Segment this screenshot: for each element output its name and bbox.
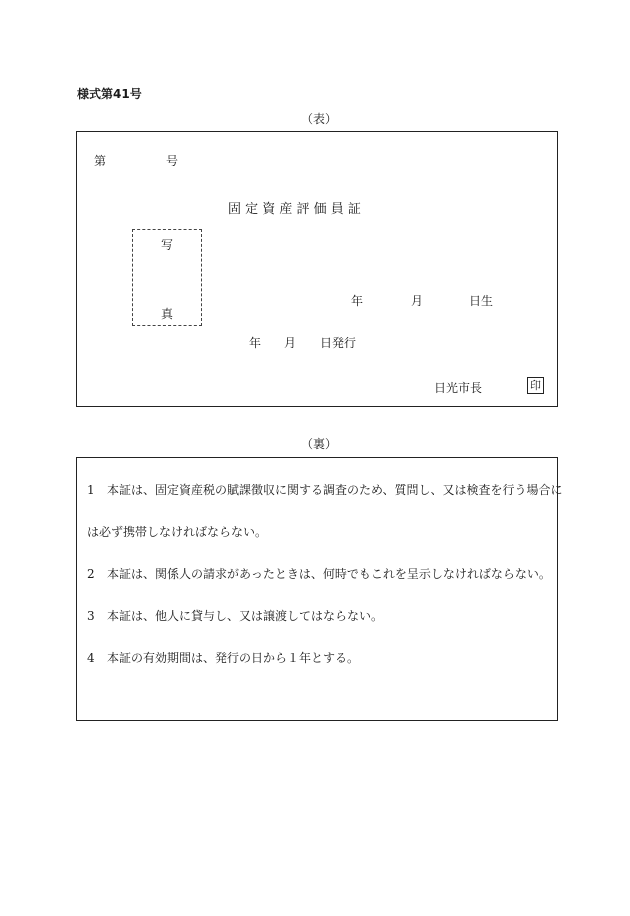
photo-box [132, 229, 202, 326]
issue-year: 年 [249, 336, 262, 350]
item-number: 2 [87, 567, 95, 581]
front-side-label: （表） [301, 112, 338, 126]
certificate-title: 固 定 資 産 評 価 員 証 [228, 202, 361, 217]
item-text: 本証の有効期間は、発行の日から１年とする。 [107, 651, 360, 665]
item-text: 本証は、関係人の請求があったときは、何時でもこれを呈示しなければならない。 [107, 567, 551, 581]
back-item-4 [87, 649, 359, 666]
back-item-3 [87, 607, 383, 624]
birth-day: 日生 [469, 294, 494, 308]
certificate-back [76, 457, 563, 721]
back-item-2 [87, 565, 551, 582]
issue-month: 月 [284, 336, 297, 350]
issuer-name: 日光市長 [434, 381, 483, 395]
birth-year: 年 [351, 294, 364, 308]
back-item-1 [87, 481, 563, 498]
issue-day: 日発行 [320, 336, 357, 350]
number-prefix: 第 [94, 154, 107, 168]
number-suffix: 号 [166, 154, 179, 168]
back-side-label: （裏） [301, 437, 338, 451]
seal-mark: 印 [527, 377, 544, 394]
form-number: 様式第41号 [77, 87, 142, 101]
item-text: 本証は、固定資産税の賦課徴収に関する調査のため、質問し、又は検査を行う場合に [107, 483, 563, 497]
back-item-1-continued: は必ず携帯しなければならない。 [87, 525, 268, 539]
item-number: 3 [87, 609, 95, 623]
photo-label-top: 写 [160, 238, 173, 252]
birth-month: 月 [411, 294, 424, 308]
certificate-front [76, 131, 558, 407]
item-number: 1 [87, 483, 95, 497]
item-number: 4 [87, 651, 95, 665]
item-text: 本証は、他人に貸与し、又は譲渡してはならない。 [107, 609, 384, 623]
photo-label-bottom: 真 [160, 307, 173, 321]
